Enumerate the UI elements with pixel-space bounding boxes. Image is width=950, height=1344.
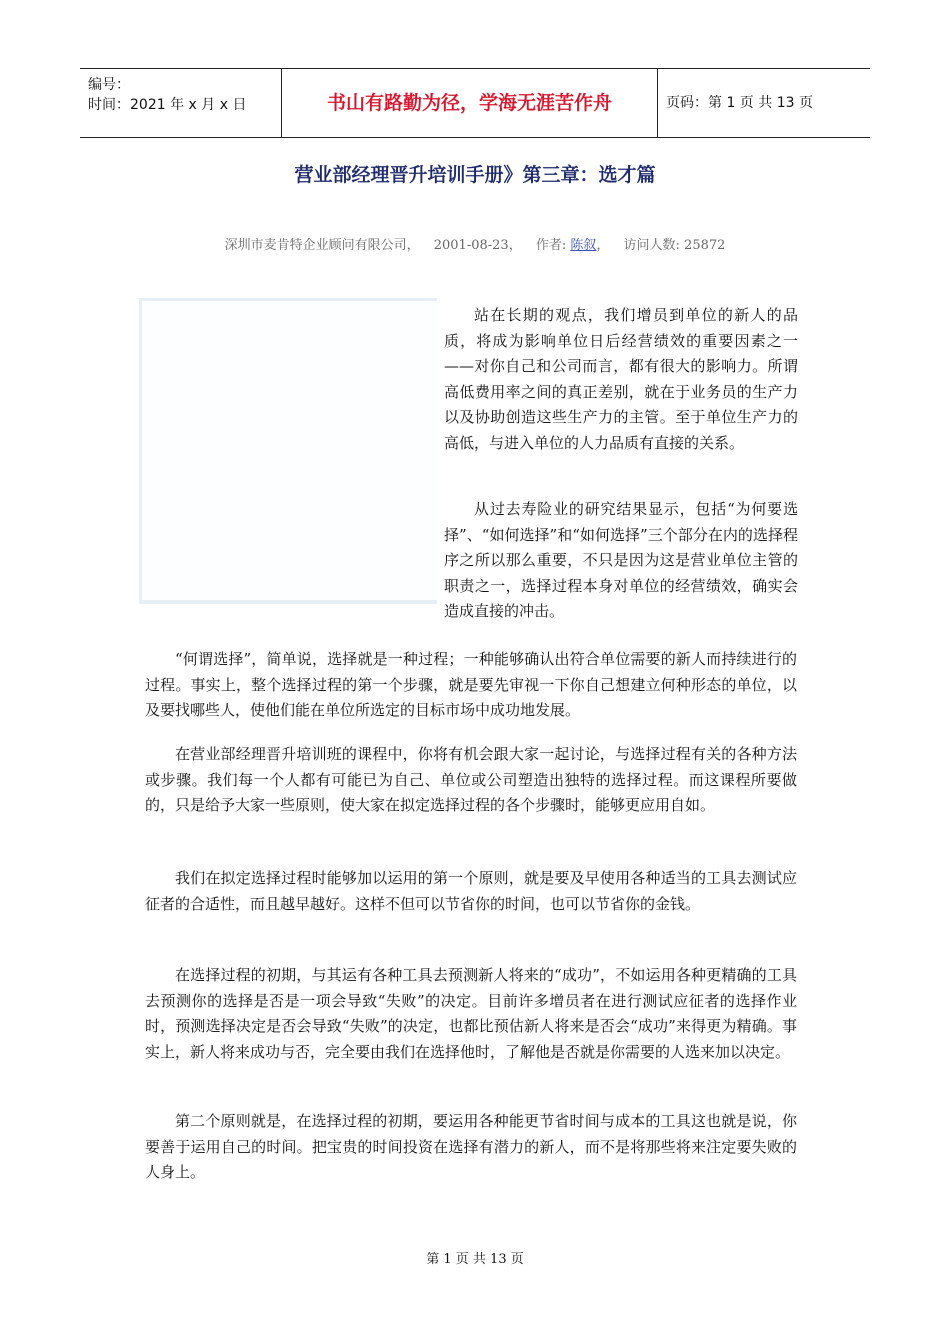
document-header xyxy=(80,68,870,138)
visit-count: 访问人数: 25872 xyxy=(623,238,726,253)
publish-date: 2001-08-23， xyxy=(433,238,522,253)
author-link[interactable]: 陈叙 xyxy=(570,238,597,253)
header-page-label: 页码：第 1 页 共 13 页 xyxy=(666,95,813,111)
number-label: 编号： xyxy=(88,77,130,93)
paragraph: 我们在拟定选择过程时能够加以运用的第一个原则，就是要及早使用各种适当的工具去测试应征者的合适性，而且越早越好。这样不但可以节省你的时间，也可以节省你的金钱。 xyxy=(145,869,797,913)
article-meta xyxy=(0,234,950,253)
author-label: 作者: xyxy=(535,238,567,253)
paragraph: 从过去寿险业的研究结果显示，包括“为何要选择”、“如何选择”和“如何选择”三个部分在内的选择程序之所以那么重要，不只是因为这是营业单位主管的职责之一，选择过程本身对单位的经营绩效，确实会造成直接的冲击。 xyxy=(444,500,798,621)
company-name: 深圳市麦肯特企业顾问有限公司， xyxy=(224,238,420,253)
page-footer: 第 1 页 共 13 页 xyxy=(426,1252,524,1267)
article-title: 营业部经理晋升培训手册》第三章：选才篇 xyxy=(294,164,656,186)
date-label: 时间：2021 年 x 月 x 日 xyxy=(88,97,247,113)
header-slogan: 书山有路勤为径，学海无涯苦作舟 xyxy=(282,69,658,137)
paragraph: 在营业部经理晋升培训班的课程中，你将有机会跟大家一起讨论，与选择过程有关的各种方法或步骤。我们每一个人都有可能已为自己、单位或公司塑造出独特的选择过程。而这课程所要做的，只是给予大家一些原则，使大家在拟定选择过程的各个步骤时，能够更应用自如。 xyxy=(145,745,797,815)
paragraph: 在选择过程的初期，与其运有各种工具去预测新人将来的“成功”，不如运用各种更精确的工具去预测你的选择是否是一项会导致“失败”的决定。目前许多增员者在进行测试应征者的选择作业时，预测选择决定是否会导致“失败”的决定，也都比预估新人将来是否会“成功”来得更为精确。事实上，新人将来成功与否，完全要由我们在选择他时，了解他是否就是你需要的人选来加以决定。 xyxy=(145,966,797,1061)
paragraph: 站在长期的观点，我们增员到单位的新人的品质，将成为影响单位日后经营绩效的重要因素之一——对你自己和公司而言，都有很大的影响力。所谓高低费用率之间的真正差别，就在于业务员的生产力以及协助创造这些生产力的主管。至于单位生产力的高低，与进入单位的人力品质有直接的关系。 xyxy=(444,306,798,452)
paragraph: 第二个原则就是，在选择过程的初期，要运用各种能更节省时间与成本的工具这也就是说，你要善于运用自己的时间。把宝贵的时间投资在选择有潜力的新人，而不是将那些将来注定要失败的人身上。 xyxy=(145,1112,797,1182)
header-info-cell xyxy=(80,69,282,137)
image-placeholder xyxy=(139,298,437,604)
paragraph: “何谓选择”，简单说，选择就是一种过程；一种能够确认出符合单位需要的新人而持续进行的过程。事实上，整个选择过程的第一个步骤，就是要先审视一下你自己想建立何种形态的单位，以及要找哪些人，使他们能在单位所选定的目标市场中成功地发展。 xyxy=(145,650,797,720)
author-separator: ， xyxy=(596,238,610,253)
